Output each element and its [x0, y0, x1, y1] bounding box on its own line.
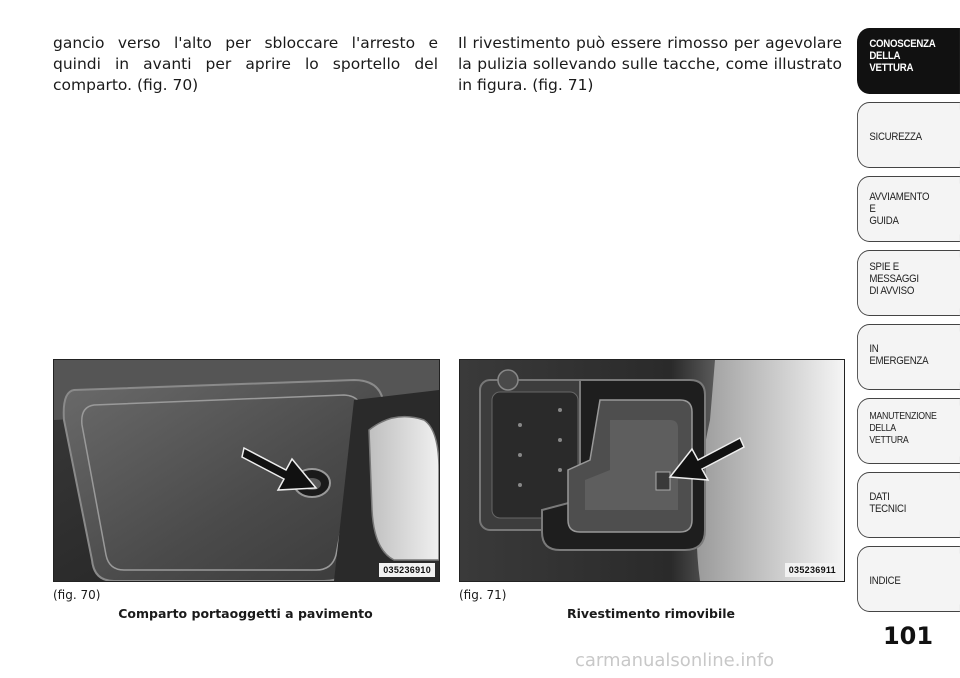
tab-label-line: AVVIAMENTO [869, 191, 930, 203]
figure-caption-70: Comparto portaoggetti a pavimento [118, 606, 373, 621]
tab-label-line: INDICE [869, 575, 901, 587]
tab-label-line: DELLA [869, 423, 896, 434]
removable-liner-illustration [460, 360, 844, 581]
figure-floor-storage-compartment [53, 359, 440, 582]
figure-removable-liner [459, 359, 845, 582]
floor-compartment-illustration [54, 360, 439, 581]
body-text-column-right: Il rivestimento può essere rimosso per agevolare la pulizia sollevando sulle tacche, come illustrato in figura. (fig. 71) [458, 34, 842, 94]
tab-indice[interactable] [857, 546, 960, 612]
page-number: 101 [882, 622, 934, 650]
figure-code: 035236910 [379, 563, 435, 577]
tab-avviamento-e-guida[interactable] [857, 176, 960, 242]
tab-label-line: MESSAGGI [869, 273, 919, 285]
tab-label-line: VETTURA [869, 62, 914, 74]
section-tabs [857, 28, 960, 620]
tab-label-line: E [869, 203, 876, 215]
tab-label-line: SPIE E [869, 261, 899, 273]
tab-label-line: DI AVVISO [869, 285, 915, 297]
body-text-column-left: gancio verso l'alto per sbloccare l'arresto e quindi in avanti per aprire lo sportello del comparto. (fig. 70) [53, 34, 438, 94]
tab-label-line: SICUREZZA [869, 131, 922, 143]
figure-ref-71: (fig. 71) [459, 588, 507, 602]
tab-spie-e-messaggi-di-avviso[interactable] [857, 250, 960, 316]
figure-caption-71: Rivestimento rimovibile [566, 606, 736, 621]
tab-label-line: TECNICI [869, 503, 907, 515]
figure-code: 035236911 [785, 563, 840, 577]
figure-ref-70: (fig. 70) [53, 588, 101, 602]
watermark: carmanualsonline.info [575, 650, 775, 671]
tab-manutenzione-della-vettura[interactable] [857, 398, 960, 464]
tab-conoscenza-della-vettura[interactable] [857, 28, 960, 94]
tab-in-emergenza[interactable] [857, 324, 960, 390]
tab-label-line: IN [869, 343, 879, 355]
tab-label-line: CONOSCENZA [869, 38, 936, 50]
tab-sicurezza[interactable] [857, 102, 960, 168]
tab-label-line: MANUTENZIONE [869, 411, 937, 422]
tab-label-line: GUIDA [869, 215, 899, 227]
tab-label-line: DATI [869, 491, 890, 503]
tab-dati-tecnici[interactable] [857, 472, 960, 538]
tab-label-line: VETTURA [869, 435, 909, 446]
tab-label-line: DELLA [869, 50, 901, 62]
tab-label-line: EMERGENZA [869, 355, 929, 367]
